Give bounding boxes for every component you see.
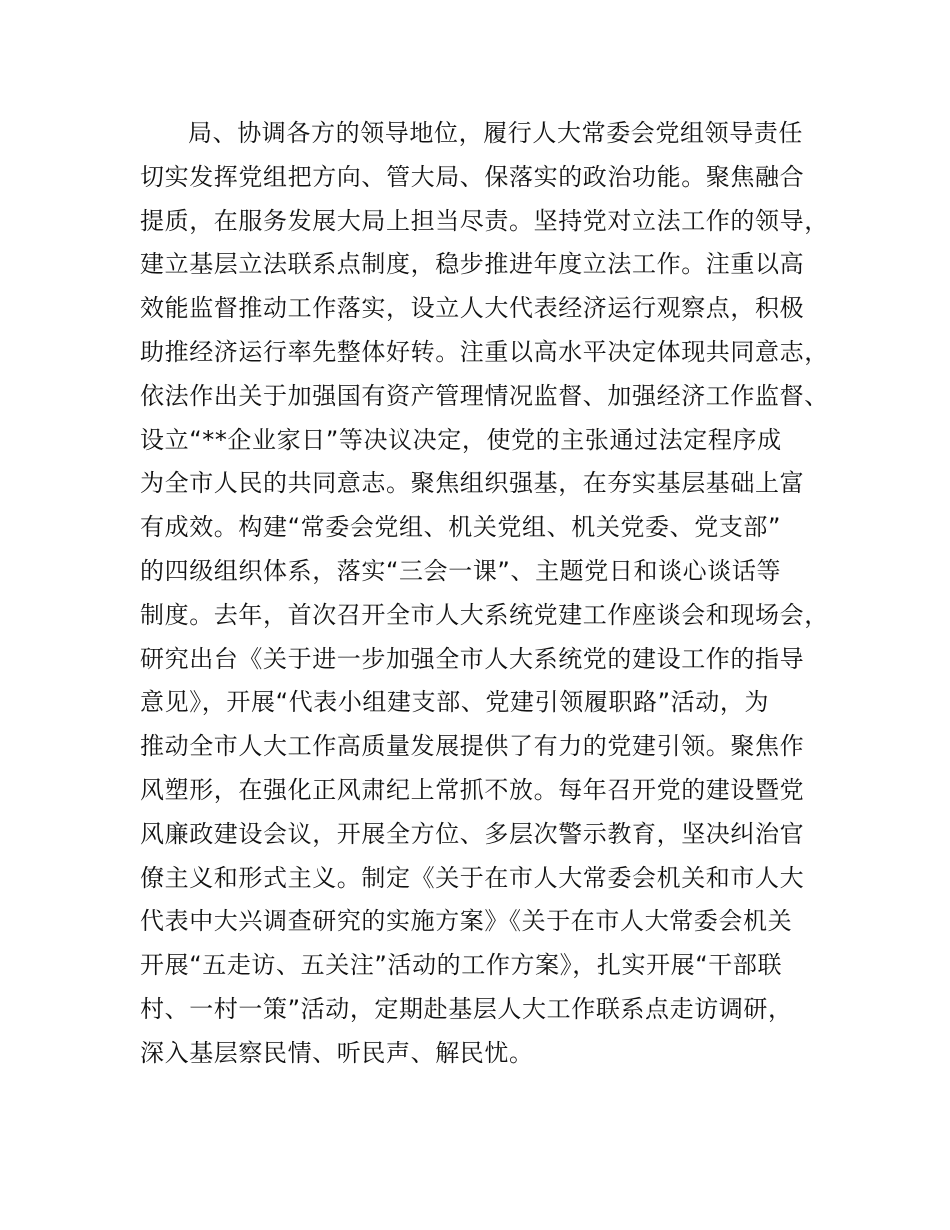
text-line: 风塑形，在强化正风肃纪上常抓不放。每年召开党的建设暨党 (140, 775, 805, 804)
text-line: 有成效。构建“常委会党组、机关党组、机关党委、党支部” (140, 513, 782, 542)
text-line: 代表中大兴调查研究的实施方案》《关于在市人大常委会机关 (140, 907, 793, 936)
text-line: 深入基层察民情、听民声、解民忧。 (140, 1038, 534, 1067)
text-line: 制度。去年，首次召开全市人大系统党建工作座谈会和现场会， (140, 600, 829, 629)
text-line: 研究出台《关于进一步加强全市人大系统党的建设工作的指导 (140, 644, 805, 673)
text-line: 设立“**企业家日”等决议决定，使党的主张通过法定程序成 (140, 425, 782, 454)
text-line: 为全市人民的共同意志。聚焦组织强基，在夯实基层基础上富 (140, 469, 805, 498)
text-line: 切实发挥党组把方向、管大局、保落实的政治功能。聚焦融合 (140, 162, 805, 191)
text-line: 助推经济运行率先整体好转。注重以高水平决定体现共同意志， (140, 337, 829, 366)
text-line: 的四级组织体系，落实“三会一课”、主题党日和谈心谈话等 (140, 556, 782, 585)
text-line: 提质，在服务发展大局上担当尽责。坚持党对立法工作的领导， (140, 206, 829, 235)
body-paragraph (140, 112, 840, 1076)
text-line: 依法作出关于加强国有资产管理情况监督、加强经济工作监督、 (140, 381, 829, 410)
text-line: 效能监督推动工作落实，设立人大代表经济运行观察点，积极 (140, 294, 805, 323)
text-line: 僚主义和形式主义。制定《关于在市人大常委会机关和市人大 (140, 863, 805, 892)
text-line: 开展“五走访、五关注”活动的工作方案》，扎实开展“干部联 (140, 951, 783, 980)
text-line: 意见》，开展“代表小组建支部、党建引领履职路”活动，为 (140, 688, 770, 717)
text-line: 局、协调各方的领导地位，履行人大常委会党组领导责任 (188, 119, 803, 147)
text-line: 推动全市人大工作高质量发展提供了有力的党建引领。聚焦作 (140, 732, 805, 761)
text-line: 建立基层立法联系点制度，稳步推进年度立法工作。注重以高 (140, 250, 805, 279)
text-line: 村、一村一策”活动，定期赴基层人大工作联系点走访调研， (140, 994, 793, 1023)
text-line: 风廉政建设会议，开展全方位、多层次警示教育，坚决纠治官 (140, 819, 805, 848)
